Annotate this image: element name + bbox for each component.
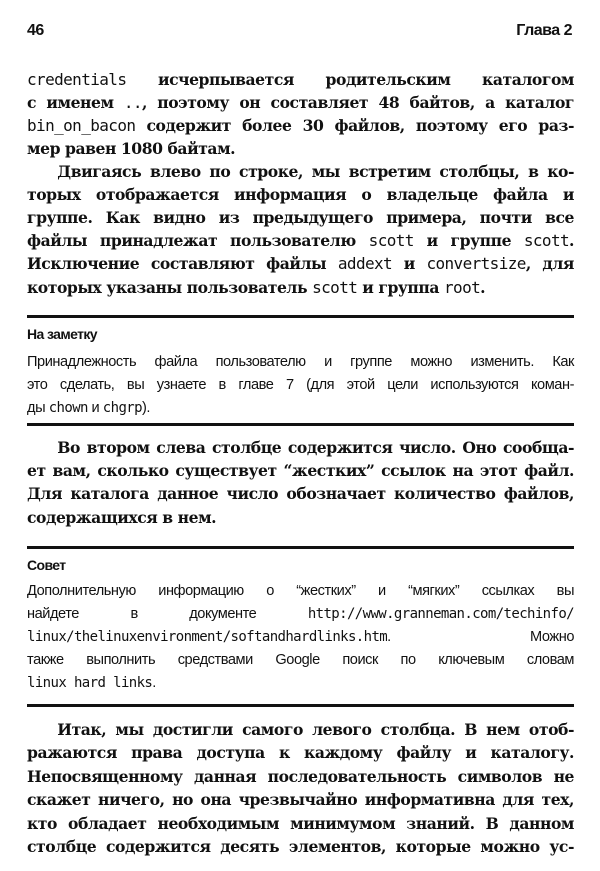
text-segment: также выполнить средствами Google поиск по ключевым словам [27,652,574,669]
text-segment: с именем [27,93,124,113]
text-segment: это сделать, вы узнаете в главе 7 (для этой цели используются коман- [27,377,574,393]
code-text: bin_on_bacon [27,116,136,136]
text-line [27,374,574,396]
text-line [27,789,574,811]
text-segment: столбце содержится десять элементов, которые можно ус- [27,837,574,856]
code-text: linux/thelinuxenvironment/softandhardlinks.htm [27,629,388,646]
text-line [27,836,574,858]
text-segment: Двигаясь влево по строке, мы встретим столбцы, в ко- [27,162,574,181]
code-text: root [444,277,481,297]
text-line [27,351,574,373]
code-text: linux hard links [27,675,153,692]
text-segment: Исключение составляют файлы [27,254,338,274]
text-segment: файлы принадлежат пользователю [27,231,369,251]
text-segment: которых указаны пользователь [27,277,313,297]
text-segment: ). [141,400,150,416]
text-line [27,649,574,671]
text-segment: кто обладает необходимым минимумом знаний. В данном [27,813,574,833]
code-text: credentials [27,70,127,89]
note-top-rule [27,315,574,318]
code-text: .. [123,93,142,113]
text-line [27,719,574,741]
text-segment: ды [27,400,49,416]
text-segment: исчерпывается родительским каталогом [126,70,574,89]
note-bottom-rule [27,423,574,426]
text-segment: и группа [357,277,444,297]
tip-title: Совет [27,557,66,573]
text-line [27,92,574,114]
text-line [27,766,574,788]
text-line [27,277,574,299]
text-line [27,230,574,252]
text-line [27,69,574,91]
text-segment: содержащихся в нем. [27,507,217,527]
text-segment: найдете в документе [27,606,308,623]
code-text: scott [368,231,414,251]
text-line [27,483,574,505]
text-line [27,742,574,764]
text-line [27,207,574,229]
text-segment: содержит более 30 файлов, поэтому его раз- [135,116,574,136]
text-segment: ет вам, сколько существует “жестких” ссылок на этот файл. [27,461,574,481]
chapter-header: Глава 2 [516,22,572,39]
text-line [27,161,574,183]
text-segment: и [87,400,103,416]
tip-top-rule [27,546,574,549]
text-line [27,580,574,602]
note-title: На заметку [27,326,97,342]
code-text: http://www.granneman.com/techinfo/ [307,606,574,623]
text-segment: . [569,231,575,251]
text-line [27,115,574,137]
text-line [27,253,574,275]
code-text: convertsize [426,254,526,274]
text-segment: ражаются права доступа к каждому файлу и каталогу. [27,743,574,763]
text-segment: . [480,277,486,297]
text-line [27,626,574,648]
text-line [27,813,574,835]
text-segment: . Можно [387,629,574,646]
page-number: 46 [27,22,44,39]
code-text: scott [523,231,570,251]
text-segment: , поэтому он составляет 48 байтов, а каталог [141,93,574,113]
text-segment: . [152,675,156,692]
text-line [27,672,574,694]
code-text: chown [48,400,88,416]
text-segment: скажет ничего, но она чрезвычайно информативна для тех, [27,790,574,810]
text-line [27,603,574,625]
text-segment: и группе [413,231,524,251]
text-line [27,138,574,160]
text-line [27,460,574,482]
text-segment: торых отображается информация о владельце файла и [27,185,574,205]
code-text: chgrp [102,400,142,416]
text-segment: Непосвященному данная последовательность символов не [27,766,574,786]
text-segment: Для каталога данное число обозначает количество файлов, [27,484,574,504]
text-line [27,397,574,419]
code-text: addext [337,254,393,274]
text-segment: Итак, мы достигли самого левого столбца. В нем отоб- [27,720,574,739]
text-line [27,437,574,459]
text-segment: группе. Как видно из предыдущего примера, почти все [27,208,574,228]
text-segment: Во втором слева столбце содержится число. Оно сообща- [27,438,574,457]
text-segment: , для [525,254,574,274]
text-segment: и [392,254,427,274]
text-line [27,184,574,206]
text-segment: мер равен 1080 байтам. [27,139,236,159]
text-segment: Дополнительную информацию о “жестких” и “мягких” ссылках вы [27,583,574,599]
tip-bottom-rule [27,704,574,707]
code-text: scott [312,277,358,297]
text-line [27,507,574,529]
text-segment: Принадлежность файла пользователю и группе можно изменить. Как [27,354,574,370]
